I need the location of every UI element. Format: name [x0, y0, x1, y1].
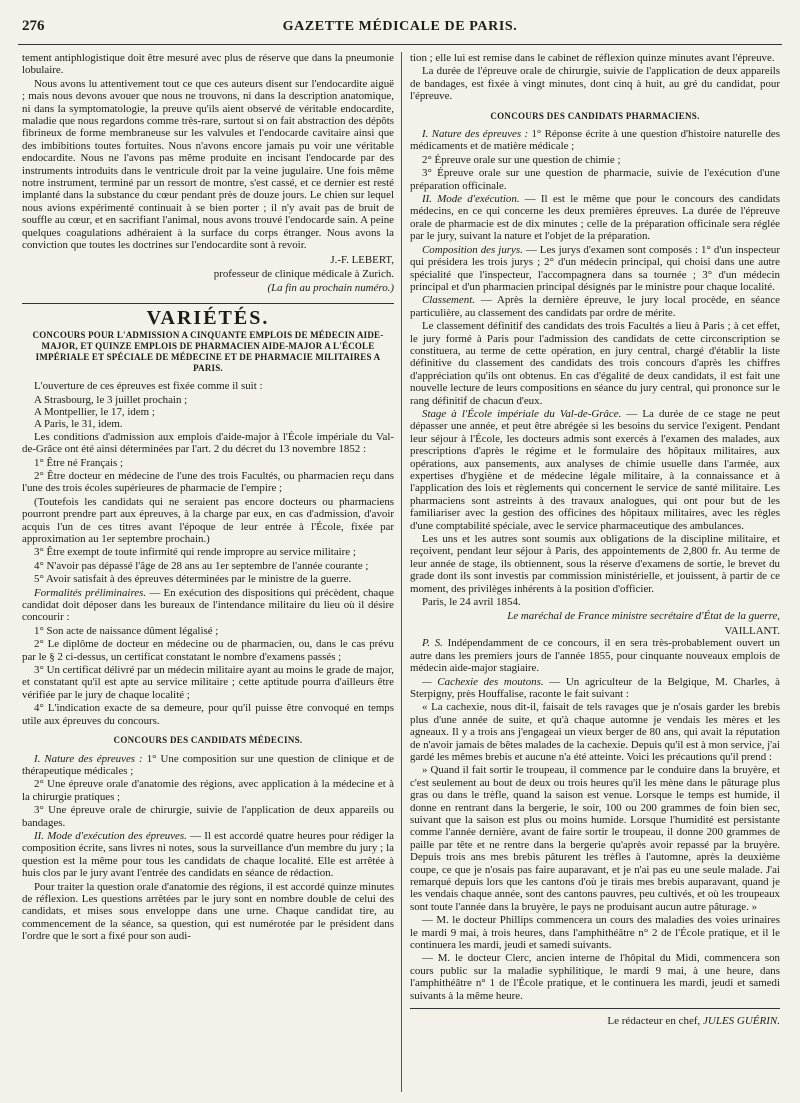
formalite-item: 1° Son acte de naissance dûment légalisé ;	[34, 624, 219, 637]
page-header	[18, 16, 782, 45]
nature-label: I. Nature des épreuves :	[34, 752, 143, 765]
city-item: A Paris, le 31, idem.	[34, 418, 123, 431]
paragraph: II. Mode d'exécution des épreuves. — Il est accordé quatre heures pour rédiger la composition écrite, sans livres ni notes, sous la surveillance d'un membre du jury ; la question est la même pour tous les candidats de chaque localité. Elle est arrêtée à huis clos par le jury avant l'entrée des candidats en séance de rédaction.	[22, 829, 394, 880]
paragraph: I. Nature des épreuves : 1° Réponse écrite à une question d'histoire naturelle des médicaments et de matière médicale ;	[410, 128, 780, 153]
paragraph: Nous avons lu attentivement tout ce que ces auteurs disent sur l'endocardite aiguë ; mais nous devons avouer que nous ne trouvons, ni dans la description anatomique, ni dans la symptomatologie, la preuve qu'ils aient observé de véritable endocardite, maladie que nous regardons comme très-rare, surtout si on fait abstraction des dépôts fibrineux de forme membraneuse sur les valvules et l'endocarde cavitaire ainsi que des imbibitions toutes fortuites. Nous n'avons encore jamais pu voir une véritable endocardite. Nous ne l'avons pas même produite en incisant l'endocarde par des instruments introduits dans le ventricule droit par la veine jugulaire. Une fois même notre instrument, terminé par un ressort de montre, s'est cassé, et ce dernier est resté implanté dans la substance du cœur pendant près de douze jours. Le chien sur lequel nous avions expérimenté continuait à se bien porter ; il n'y avait pas de bruit de souffle au cœur, et en sacrifiant l'animal, nous avons trouvé l'endocarde sain. A peine quelques coagulations adhéraient à la surface du corps étranger. Nous avons la conviction que toutes les doctrines sur l'endocardite sont à revoir.	[22, 77, 394, 252]
formalite-item: 4° L'indication exacte de sa demeure, pour qu'il puisse être convoqué en temps utile aux épreuves du concours.	[22, 702, 394, 727]
nature-item: 3° Une épreuve orale de chirurgie, suivie de l'application de deux appareils ou bandages.	[22, 804, 394, 829]
to-be-continued-note: (La fin au prochain numéro.)	[267, 282, 394, 295]
paragraph: » Quand il fait sortir le troupeau, il commence par le conduire dans la bruyère, et c'est seulement au bout de deux ou trois heures qu'il les mène dans le pâturage plus gras ou dans le trèfle, quand la saison est venue. Lorsque le temps est humide, il donne en rentrant dans la bergerie, le soir, 100 ou 200 grammes de foin bien sec, suivant que la saison est plus ou moins humide. Lorsque l'humidité est persistante comme l'année dernière, avant de faire sortir le troupeau, il donne 200 grammes de paille par tête et ne rentre dans la bergerie qu'après avoir repassé par la bruyère. Depuis trois ans mes brebis pâturent les trèfles à l'automne, après la deuxième coupe, ce que je n'osais pas faire auparavant, et je n'ai pas eu une seule malade. J'ai remarqué depuis lors que les cantons d'où je tirais mes brebis auparavant, quand je les vendais chaque année, sont des cantons pauvres, peu cultivés, et où les troupeaux sont toute l'année dans la bruyère, le pays ne produisant aucun autre pâturage. »	[410, 764, 780, 913]
closing-rule	[410, 1008, 780, 1009]
paragraph: II. Mode d'exécution. — Il est le même que pour le concours des candidats médecins, en ce qui concerne les deux premières épreuves. La durée de l'épreuve orale de pharmacie est de dix minutes ; celle de la préparation officinale sera réglée par le jury, suivant la nature et l'objet de la préparation.	[410, 193, 780, 243]
ph-mode-label: II. Mode d'exécution.	[422, 193, 520, 206]
nature-item: 3° Épreuve orale sur une question de pharmacie, suivie de l'exécution d'une préparation officinale.	[410, 167, 780, 192]
paragraph: L'ouverture de ces épreuves est fixée comme il suit :	[34, 380, 263, 393]
paragraph: Formalités préliminaires. — En exécution des dispositions qui précèdent, chaque candidat doit déposer dans les bureaux de l'intendance militaire du lieu où il désire concourir :	[22, 586, 394, 624]
section-title-varietes: VARIÉTÉS.	[146, 306, 270, 329]
formalite-item: 2° Le diplôme de docteur en médecine ou de pharmacien, ou, dans le cas prévu par le § 2 ci-dessus, un certificat constatant le nombre d'examens passés ;	[22, 638, 394, 663]
column-divider	[401, 52, 402, 1092]
formalite-item: 3° Un certificat délivré par un médecin militaire ayant au moins le grade de major, et constatant qu'il est apte au service militaire ; cette aptitude pourra d'ailleurs être vérifiée par le jury de chaque localité ;	[22, 664, 394, 701]
condition-item: 2° Être docteur en médecine de l'une des trois Facultés, ou pharmacien reçu dans l'une des trois écoles supérieures de pharmacie de l'empire ;	[22, 469, 394, 495]
paragraph: tion ; elle lui est remise dans le cabinet de réflexion quinze minutes avant l'épreuve.	[410, 52, 775, 64]
mode-label: II. Mode d'exécution des épreuves.	[34, 829, 187, 842]
paragraph: — M. le docteur Clerc, ancien interne de l'hôpital du Midi, commencera son cours public sur la maladie syphilitique, le mardi 9 mai, à une heure, dans l'amphithéâtre n° 1 de l'École pratique, et le continuera les mardi, jeudi et samedi suivants à la même heure.	[410, 952, 780, 1002]
editor-line: Le rédacteur en chef, JULES GUÉRIN.	[607, 1015, 780, 1028]
condition-item: 3° Être exempt de toute infirmité qui rende impropre au service militaire ;	[34, 546, 356, 559]
condition-item: 4° N'avoir pas dépassé l'âge de 28 ans au 1er septembre de l'année courante ;	[34, 559, 369, 572]
classement-label: Classement.	[422, 294, 475, 307]
paragraph: « La cachexie, nous dit-il, faisait de tels ravages que je n'osais garder les brebis plus d'une année de suite, et qu'à chaque automne je vendais les mères et les agneaux. Il y a trois ans j'engageai un vieux berger de 80 ans, qui avait la réputation de n'avoir jamais de bêtes malades de la cachexie. Depuis qu'il est à mon service, j'ai gardé les mêmes brebis et aucune n'a été atteinte. Voici les précautions qu'il prend :	[410, 701, 780, 763]
paragraph: I. Nature des épreuves : 1° Une composition sur une question de clinique et de thérapeutique médicales ;	[22, 752, 394, 777]
cachexie-label: — Cachexie des moutons.	[422, 675, 544, 688]
medecins-heading: CONCOURS DES CANDIDATS MÉDECINS.	[113, 735, 303, 746]
paragraph: Pour traiter la question orale d'anatomie des régions, il est accordé quinze minutes de réflexion. Les questions arrêtées par le jury sont en nombre double de celui des candidats, et mises sous enveloppe dans une urne. Chaque candidat tire, au commencement de la séance, sa question, qui est numérotée par le président dans l'ordre que le sort a fixé pour son audi-	[22, 880, 394, 943]
formalites-label: Formalités préliminaires.	[34, 586, 147, 599]
ph-nature-label: I. Nature des épreuves :	[422, 128, 529, 141]
condition-item: 5° Avoir satisfait à des épreuves déterminées par le ministre de la guerre.	[34, 573, 352, 586]
paragraph: Classement. — Après la dernière épreuve, le jury local procède, en séance particulière, au classement des candidats par ordre de mérite.	[410, 294, 780, 319]
condition-item: 1° Être né Français ;	[34, 456, 124, 469]
minister-name: VAILLANT.	[724, 624, 780, 637]
nature-item: 2° Une épreuve orale d'anatomie des régions, avec application à la médecine et à la chirurgie pratiques ;	[22, 778, 394, 803]
stage-label: Stage à l'École impériale du Val-de-Grâce.	[422, 407, 622, 420]
author-signature: J.-F. LEBERT,	[330, 253, 394, 266]
paragraph: — M. le docteur Phillips commencera un cours des maladies des voies urinaires le mardi 9 mai, à trois heures, dans l'amphithéâtre n° 2 de l'École pratique, et il le continuera les mardi, jeudi et samedi suivants.	[410, 914, 780, 952]
author-title: professeur de clinique médicale à Zurich.	[213, 267, 394, 280]
paragraph: Stage à l'École impériale du Val-de-Grâce. — La durée de ce stage ne peut dépasser une année, et peut être abrégée si les besoins du service l'exigent. Pendant leur séjour à l'École, les docteurs admis sont exercés à l'examen des malades, aux prescriptions d'après le régime et le formulaire des hôpitaux militaires, aux opérations, aux pansements, aux analyses de chimie usuelle dans l'armée, aux expertises d'hygiène et de médecine légale militaire, à la connaissance et à l'application des lois et règlements qui concernent le service de santé militaire. Les pharmaciens sont astreints à des travaux analogues, qui ont pour but de les familiariser avec la gestion des officines des hôpitaux militaires, avec les règles d'une comptabilité spéciale, avec le service pharmaceutique des ambulances.	[410, 407, 780, 532]
page-number: 276	[22, 18, 45, 34]
left-column	[22, 52, 394, 1097]
section-rule	[22, 303, 394, 304]
city-item: A Montpellier, le 17, idem ;	[34, 405, 155, 418]
right-column	[410, 52, 780, 1097]
paragraph: P. S. Indépendamment de ce concours, il en sera très-probablement ouvert un autre dans les premiers jours de l'année 1855, pour cinquante nouveaux emplois de médecin aide-major stagiaire.	[410, 637, 780, 675]
paragraph: Composition des jurys. — Les jurys d'examen sont composés : 1° d'un inspecteur qui présidera les trois jurys ; 2° d'un médecin principal, qui choisi dans une autre spécialité que l'inspecteur, l'accompagnera dans sa tournée ; 3° d'un médecin principal et d'un pharmacien principal désignés par le ministre pour chaque localité.	[410, 243, 780, 293]
paragraph: Les conditions d'admission aux emplois d'aide-major à l'École impériale du Val-de-Grâce ont été ainsi déterminées par l'art. 2 du décret du 13 novembre 1852 :	[22, 430, 394, 456]
concours-heading: CONCOURS POUR L'ADMISSION A CINQUANTE EMPLOIS DE MÉDECIN AIDE-MAJOR, ET QUINZE EMPLOIS DE PHARMACIEN AIDE-MAJOR A L'ÉCOLE IMPÉRIALE ET SPÉCIALE DE MÉDECINE ET DE PHARMACIE MILITAIRES A PARIS.	[32, 330, 384, 374]
paragraph: tement antiphlogistique doit être mesuré avec plus de réserve que dans la pneumonie lobulaire.	[22, 52, 394, 77]
running-title: GAZETTE MÉDICALE DE PARIS.	[282, 19, 518, 34]
paragraph: La durée de l'épreuve orale de chirurgie, suivie de l'application de deux appareils de bandages, est fixée à vingt minutes, dont cinq à huit, au gré du candidat, pour l'épreuve.	[410, 65, 780, 103]
city-item: A Strasbourg, le 3 juillet prochain ;	[34, 393, 188, 406]
date-line: Paris, le 24 avril 1854.	[422, 596, 521, 609]
ps-label: P. S.	[422, 637, 443, 650]
nature-item: 2° Épreuve orale sur une question de chimie ;	[422, 153, 621, 166]
minister-line: Le maréchal de France ministre secrétaire d'État de la guerre,	[507, 610, 780, 623]
paragraph: Les uns et les autres sont soumis aux obligations de la discipline militaire, et reçoivent, pendant leur séjour à Paris, des appointements de 2,800 fr. Au terme de leur année de stage, ils obtiennent, sous la réserve d'examens de sortie, le brevet du grade dont ils sont investis par commission ministérielle, et jouissent, à partir de ce moment, des privilèges inhérents à la position d'officier.	[410, 533, 780, 595]
condition-item: (Toutefois les candidats qui ne seraient pas encore docteurs ou pharmaciens pourront prendre part aux épreuves, à la charge par eux, en cas d'admission, d'avoir acquis l'un de ces titres avant l'époque de leur entrée à l'École, fixée par approximation au 1er septembre prochain.)	[22, 495, 394, 545]
jury-label: Composition des jurys.	[422, 243, 523, 256]
paragraph: Le classement définitif des candidats des trois Facultés a lieu à Paris ; à cet effet, le jury formé à Paris pour l'admission des candidats de cette circonscription se constituera, au terme de cette opération, en jury central, chargé d'établir la liste définitive du classement des candidats des trois concours d'après les chiffres d'appréciation qu'ils ont obtenus. En cas d'égalité de deux candidats, il est fait une nouvelle lecture de leurs compositions en séance du jury central, qui prononce sur le rang définitif de chacun d'eux.	[410, 320, 780, 407]
pharmaciens-heading: CONCOURS DES CANDIDATS PHARMACIENS.	[490, 110, 700, 121]
paragraph: — Cachexie des moutons. — Un agriculteur de la Belgique, M. Charles, à Sterpigny, près Houffalise, raconte le fait suivant :	[410, 675, 780, 700]
